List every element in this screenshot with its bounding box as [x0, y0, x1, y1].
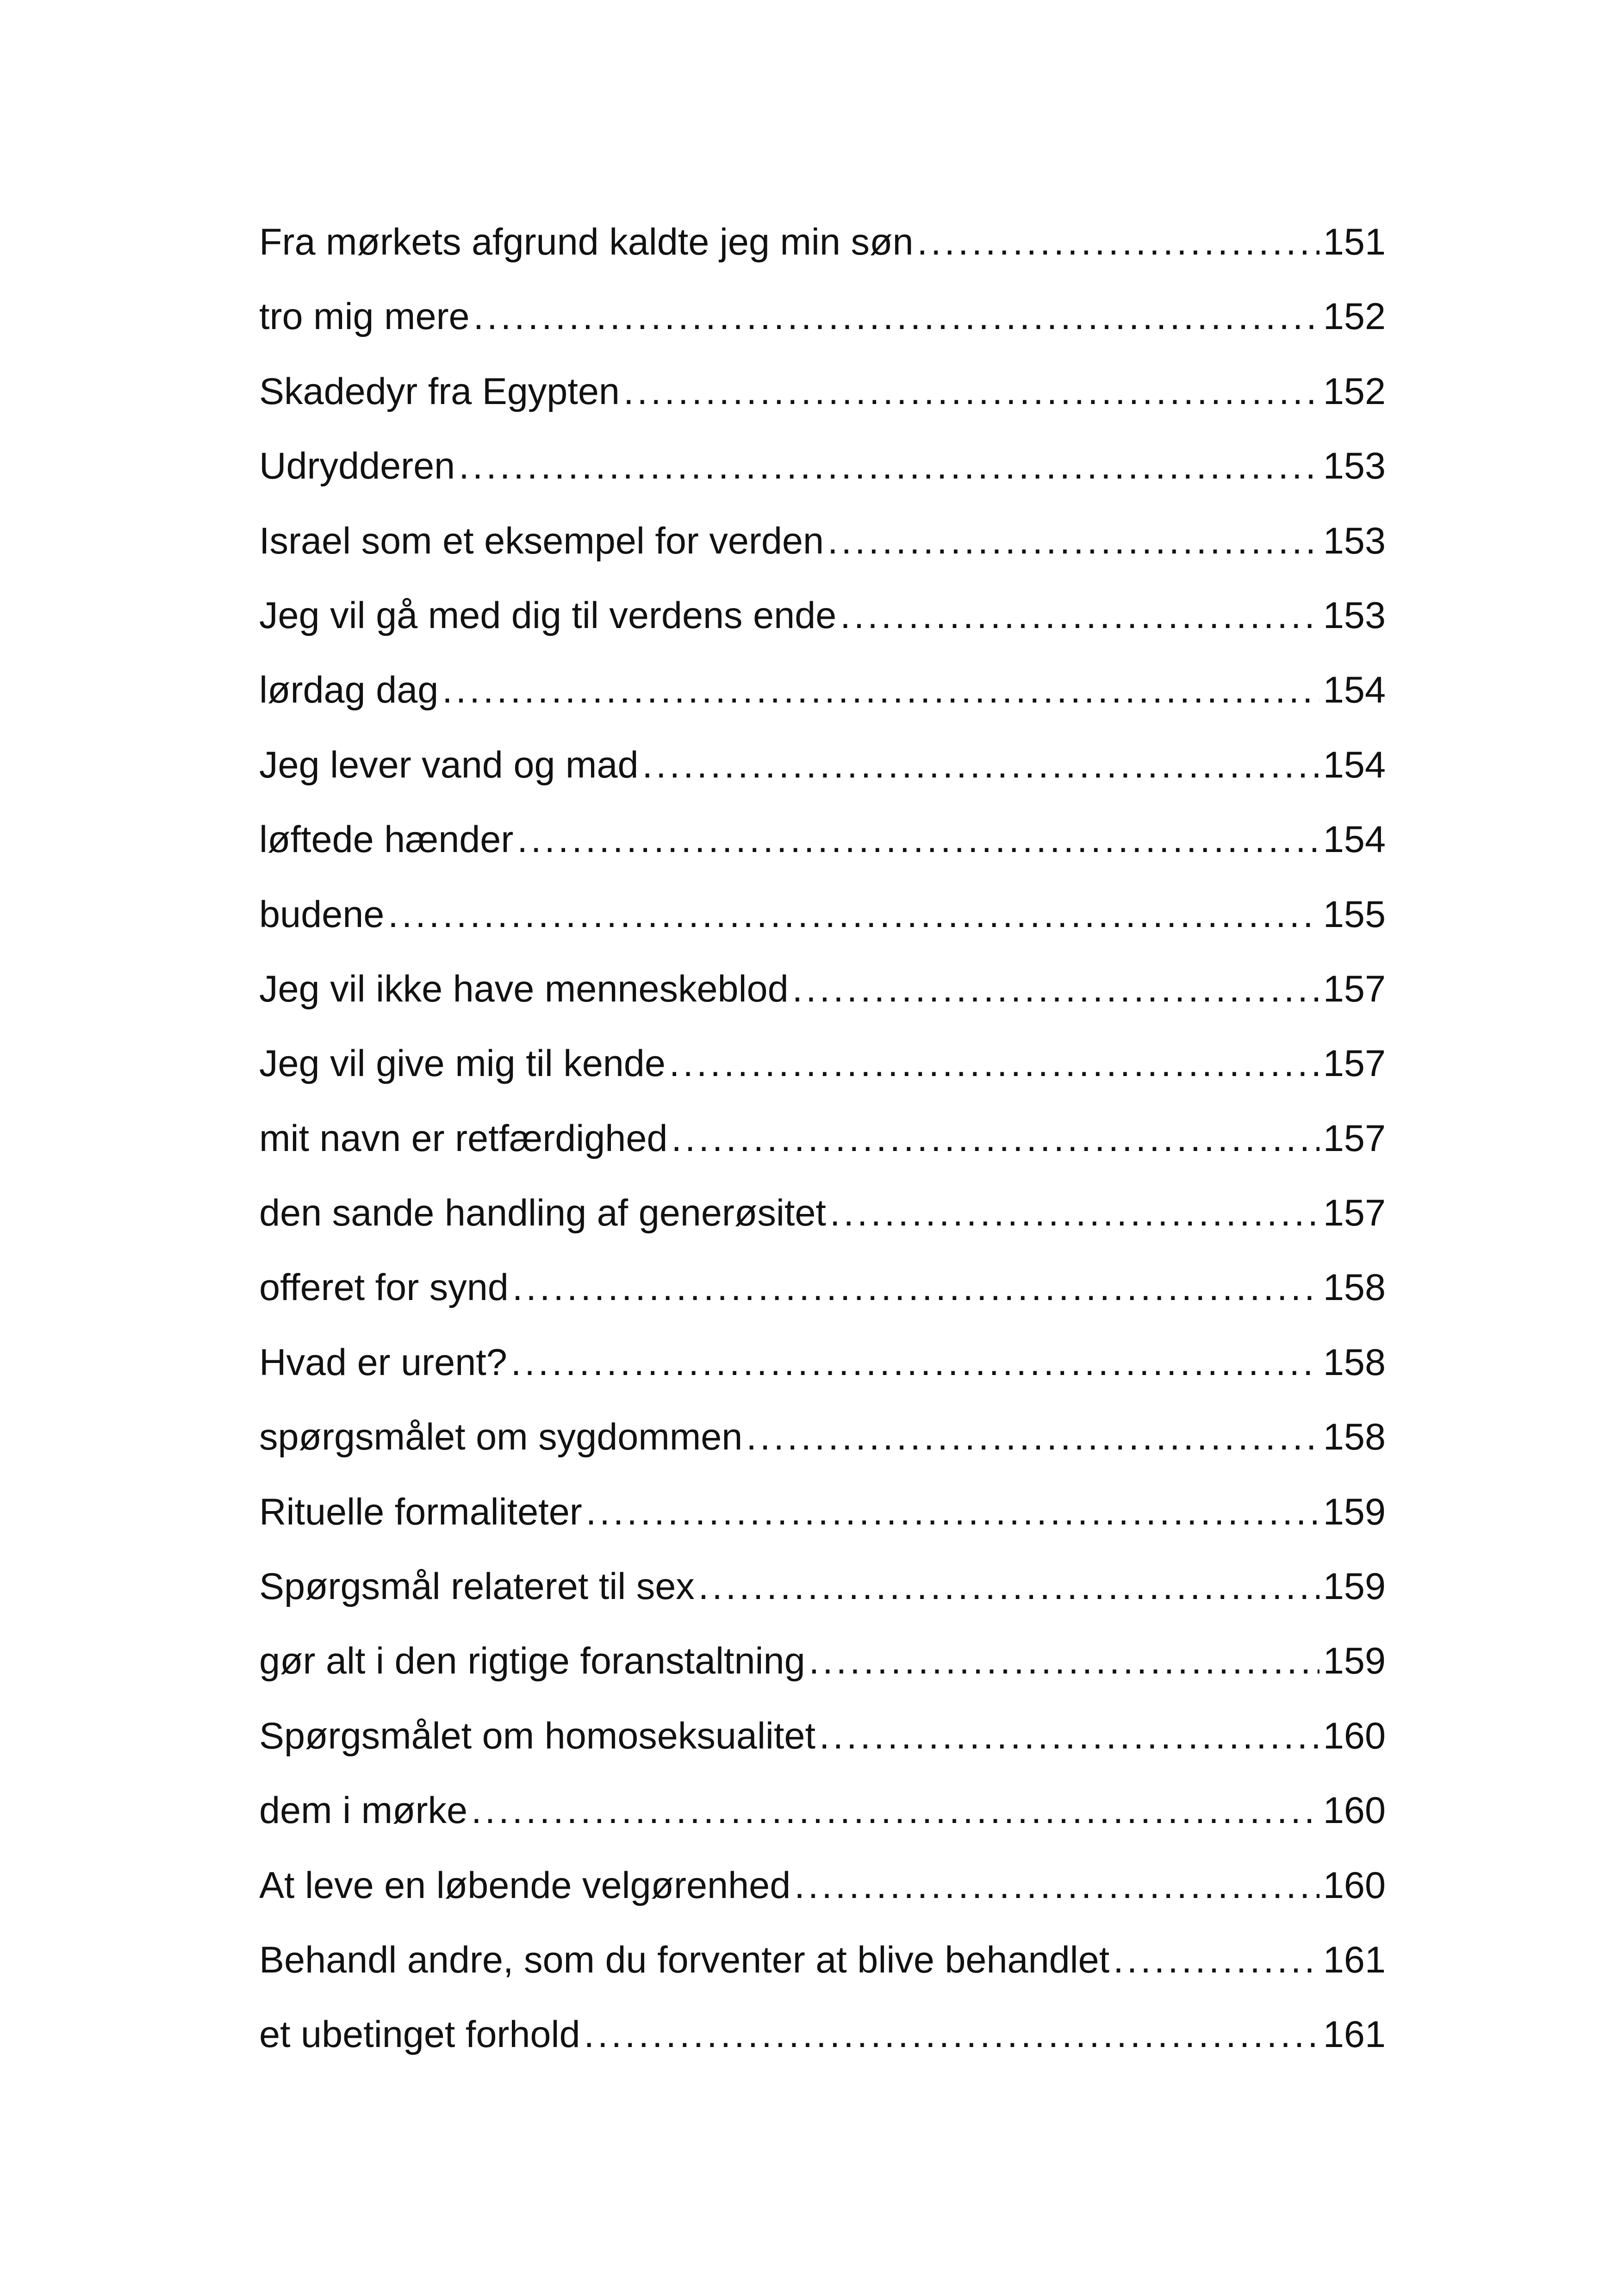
toc-page-number: 159 — [1323, 1491, 1386, 1533]
toc-entry[interactable] — [259, 1559, 1386, 1633]
toc-entry-title: gør alt i den rigtige foranstaltning — [259, 1640, 805, 1682]
toc-entry-title: Jeg vil ikke have menneskeblod — [259, 968, 789, 1010]
toc-entry-title: den sande handling af generøsitet — [259, 1192, 826, 1234]
toc-entry[interactable] — [259, 1260, 1386, 1334]
toc-entry-title: At leve en løbende velgørenhed — [259, 1864, 791, 1906]
toc-dot-leader — [669, 1036, 1319, 1091]
toc-entry[interactable] — [259, 961, 1386, 1036]
toc-entry[interactable] — [259, 364, 1386, 438]
toc-page-number: 154 — [1323, 819, 1386, 861]
toc-page-number: 151 — [1323, 221, 1386, 263]
toc-page-number: 161 — [1323, 1939, 1386, 1981]
toc-entry[interactable] — [259, 737, 1386, 812]
toc-dot-leader — [746, 1409, 1319, 1465]
toc-dot-leader — [442, 662, 1319, 718]
toc-dot-leader — [473, 289, 1319, 344]
toc-entry[interactable] — [259, 1783, 1386, 1857]
toc-entry[interactable] — [259, 2007, 1386, 2081]
toc-page-number: 158 — [1323, 1267, 1386, 1309]
toc-entry-title: Fra mørkets afgrund kaldte jeg min søn — [259, 221, 914, 263]
toc-dot-leader — [809, 1633, 1319, 1689]
toc-entry[interactable] — [259, 812, 1386, 886]
toc-page-number: 161 — [1323, 2014, 1386, 2056]
toc-entry[interactable] — [259, 1036, 1386, 1110]
toc-entry-title: Jeg lever vand og mad — [259, 744, 639, 786]
toc-dot-leader — [671, 1111, 1319, 1166]
toc-entry-title: Skadedyr fra Egypten — [259, 370, 620, 412]
toc-dot-leader — [459, 438, 1319, 494]
toc-entry-title: Behandl andre, som du forventer at blive behandlet — [259, 1939, 1110, 1981]
toc-dot-leader — [388, 887, 1319, 942]
toc-page-number: 160 — [1323, 1790, 1386, 1832]
toc-page-number: 154 — [1323, 669, 1386, 711]
toc-page-number: 159 — [1323, 1640, 1386, 1682]
toc-dot-leader — [840, 588, 1319, 643]
toc-entry-title: Spørgsmålet om homoseksualitet — [259, 1715, 815, 1757]
toc-entry-title: Israel som et eksempel for verden — [259, 520, 824, 562]
toc-page-number: 160 — [1323, 1864, 1386, 1906]
toc-entry[interactable] — [259, 588, 1386, 662]
toc-entry-title: spørgsmålet om sygdommen — [259, 1416, 743, 1458]
toc-entry-title: tro mig mere — [259, 296, 470, 338]
toc-dot-leader — [1113, 1932, 1319, 1988]
toc-entry[interactable] — [259, 1633, 1386, 1708]
toc-entry-title: Udrydderen — [259, 445, 455, 487]
toc-entry[interactable] — [259, 662, 1386, 737]
toc-dot-leader — [586, 1484, 1319, 1540]
toc-dot-leader — [830, 1185, 1319, 1241]
toc-entry-title: Hvad er urent? — [259, 1341, 507, 1383]
toc-entry[interactable] — [259, 1409, 1386, 1484]
toc-dot-leader — [517, 812, 1319, 867]
toc-dot-leader — [623, 364, 1319, 419]
toc-page-number: 155 — [1323, 893, 1386, 935]
toc-entry-title: Rituelle formaliteter — [259, 1491, 582, 1533]
toc-entry[interactable] — [259, 1335, 1386, 1409]
toc-dot-leader — [511, 1335, 1319, 1390]
toc-entry-title: Spørgsmål relateret til sex — [259, 1566, 695, 1608]
toc-dot-leader — [792, 961, 1319, 1017]
toc-dot-leader — [512, 1260, 1319, 1315]
toc-entry-title: Jeg vil gå med dig til verdens ende — [259, 594, 837, 636]
toc-entry[interactable] — [259, 1185, 1386, 1260]
toc-entry-title: budene — [259, 893, 385, 935]
toc-entry[interactable] — [259, 289, 1386, 363]
toc-dot-leader — [819, 1708, 1319, 1764]
toc-dot-leader — [642, 737, 1319, 793]
toc-page-number: 158 — [1323, 1416, 1386, 1458]
toc-entry[interactable] — [259, 1111, 1386, 1185]
toc-entry-title: mit navn er retfærdighed — [259, 1117, 668, 1159]
toc-page-number: 159 — [1323, 1566, 1386, 1608]
table-of-contents — [259, 214, 1386, 2082]
toc-entry-title: Jeg vil give mig til kende — [259, 1043, 666, 1085]
toc-entry-title: lørdag dag — [259, 669, 439, 711]
toc-dot-leader — [471, 1783, 1319, 1838]
toc-dot-leader — [584, 2007, 1319, 2062]
toc-page-number: 160 — [1323, 1715, 1386, 1757]
toc-dot-leader — [698, 1559, 1319, 1614]
toc-entry[interactable] — [259, 887, 1386, 961]
toc-page-number: 153 — [1323, 445, 1386, 487]
toc-entry[interactable] — [259, 1932, 1386, 2007]
toc-entry[interactable] — [259, 438, 1386, 513]
toc-page-number: 153 — [1323, 520, 1386, 562]
toc-page-number: 153 — [1323, 594, 1386, 636]
toc-dot-leader — [917, 214, 1319, 270]
toc-page-number: 157 — [1323, 1117, 1386, 1159]
toc-entry-title: et ubetinget forhold — [259, 2014, 580, 2056]
toc-entry[interactable] — [259, 214, 1386, 289]
toc-page-number: 157 — [1323, 968, 1386, 1010]
toc-entry-title: offeret for synd — [259, 1267, 509, 1309]
toc-dot-leader — [828, 513, 1319, 569]
toc-dot-leader — [794, 1858, 1319, 1913]
toc-entry[interactable] — [259, 1858, 1386, 1932]
toc-entry[interactable] — [259, 513, 1386, 588]
toc-entry[interactable] — [259, 1484, 1386, 1559]
toc-page-number: 157 — [1323, 1192, 1386, 1234]
toc-page-number: 158 — [1323, 1341, 1386, 1383]
toc-page-number: 152 — [1323, 296, 1386, 338]
toc-page-number: 157 — [1323, 1043, 1386, 1085]
toc-page-number: 152 — [1323, 370, 1386, 412]
toc-entry[interactable] — [259, 1708, 1386, 1783]
toc-entry-title: løftede hænder — [259, 819, 514, 861]
toc-entry-title: dem i mørke — [259, 1790, 468, 1832]
toc-page-number: 154 — [1323, 744, 1386, 786]
